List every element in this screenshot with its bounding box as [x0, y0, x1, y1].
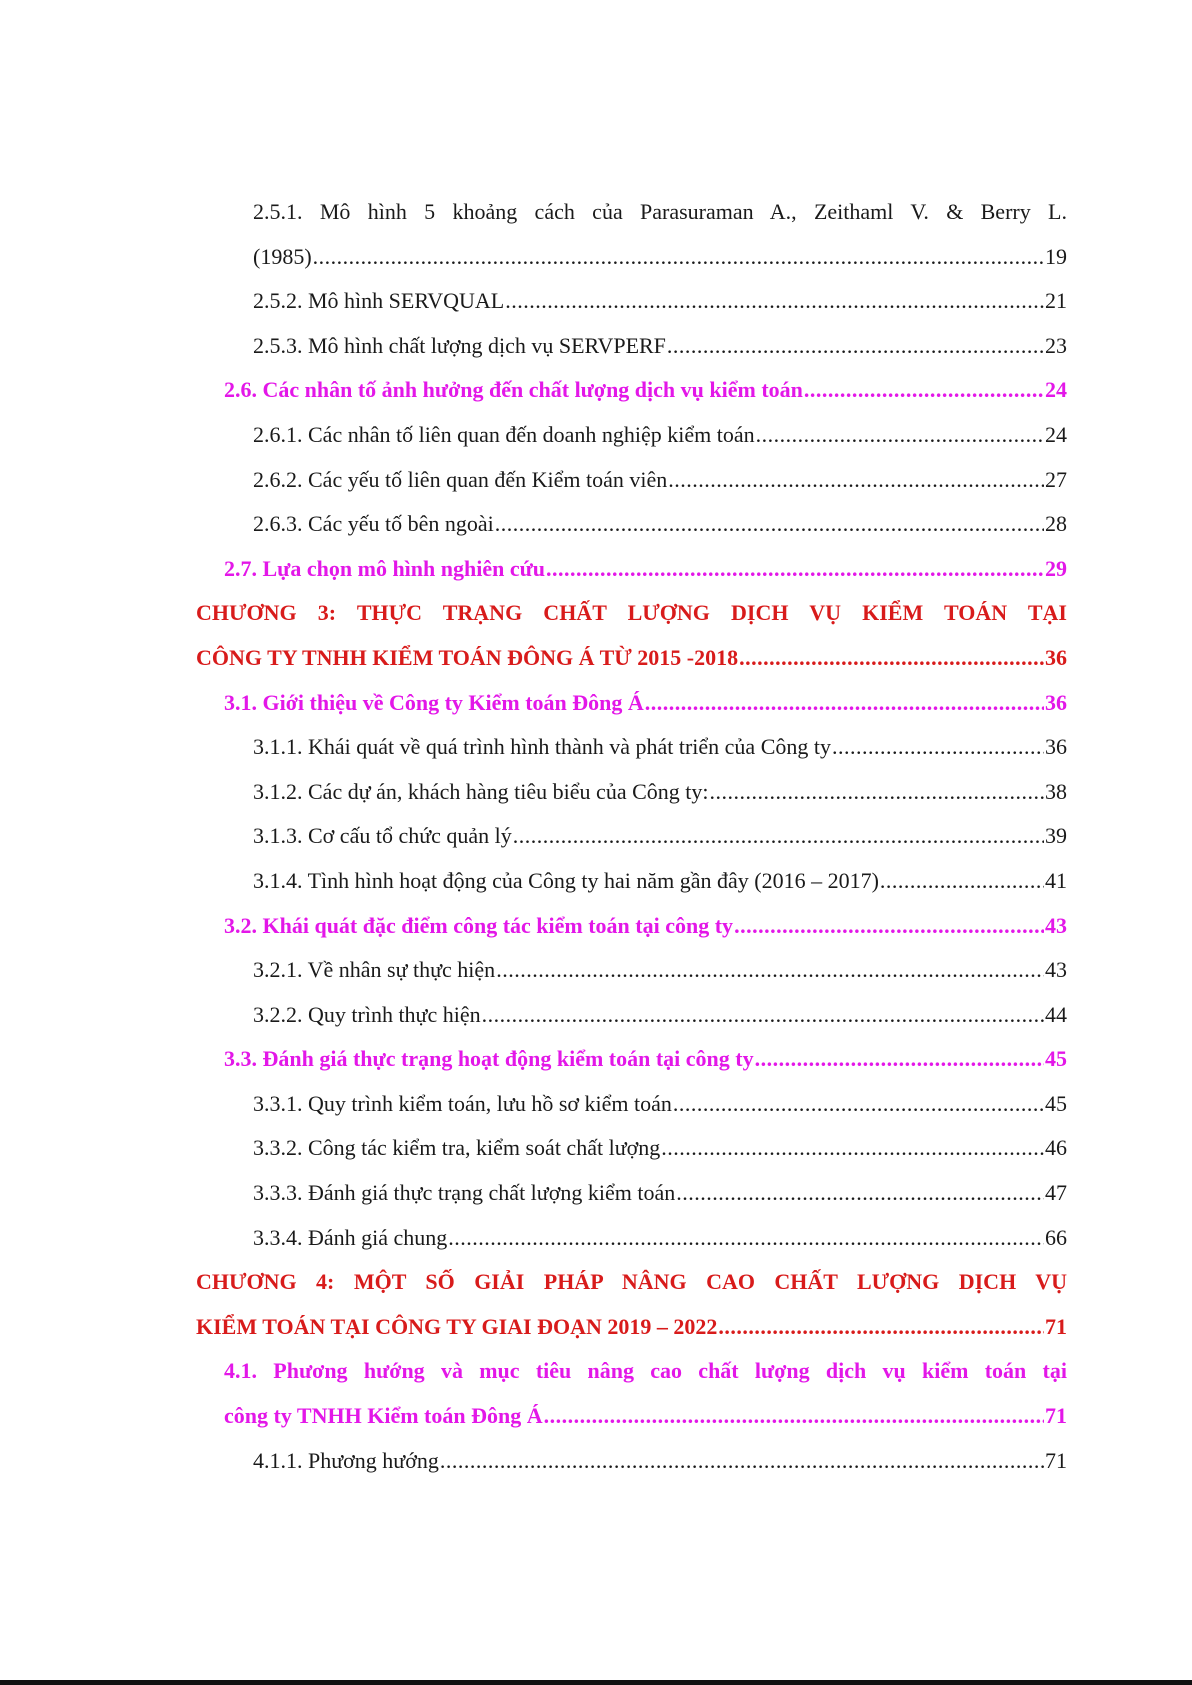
- toc-dot-leader: [505, 279, 1044, 324]
- toc-entry-title: 3.3.3. Đánh giá thực trạng chất lượng kiểm toán: [253, 1180, 676, 1206]
- toc-entry[interactable]: [0, 1439, 1192, 1484]
- toc-dot-leader: [544, 1394, 1044, 1439]
- toc-entry[interactable]: [0, 993, 1192, 1038]
- toc-dot-leader: [734, 904, 1044, 949]
- toc-entry[interactable]: [0, 458, 1192, 503]
- toc-dot-leader: [709, 770, 1044, 815]
- toc-page-number: 45: [1045, 1046, 1067, 1072]
- toc-page-number: 36: [1045, 734, 1067, 760]
- toc-entry-title: 2.5.3. Mô hình chất lượng dịch vụ SERVPERF: [253, 332, 666, 358]
- toc-dot-leader: [668, 458, 1044, 503]
- toc-entry-wrapped-line: [0, 1260, 1192, 1305]
- toc-entry-title: 2.5.2. Mô hình SERVQUAL: [253, 288, 505, 314]
- toc-entry[interactable]: [0, 948, 1192, 993]
- toc-dot-leader: [832, 725, 1044, 770]
- toc-dot-leader: [804, 368, 1044, 413]
- toc-entry[interactable]: [0, 1171, 1192, 1216]
- toc-page-number: 71: [1045, 1447, 1067, 1473]
- toc-entry[interactable]: [0, 1082, 1192, 1127]
- toc-page-number: 39: [1045, 823, 1067, 849]
- toc-entry[interactable]: [0, 725, 1192, 770]
- toc-entry[interactable]: [0, 502, 1192, 547]
- toc-page-number: 47: [1045, 1180, 1067, 1206]
- toc-dot-leader: [673, 1082, 1044, 1127]
- toc-dot-leader: [718, 1305, 1044, 1350]
- toc-entry-title: 3.1.2. Các dự án, khách hàng tiêu biểu của Công ty:: [253, 778, 709, 804]
- toc-entry-title: 2.6. Các nhân tố ảnh hưởng đến chất lượng dịch vụ kiểm toán: [224, 377, 803, 403]
- toc-entry[interactable]: [0, 1216, 1192, 1261]
- toc-entry[interactable]: [0, 636, 1192, 681]
- toc-entry-title: 2.6.3. Các yếu tố bên ngoài: [253, 511, 494, 537]
- toc-entry-title-part: CHƯƠNG 3: THỰC TRẠNG CHẤT LƯỢNG DỊCH VỤ KIỂM TOÁN TẠI: [196, 600, 1067, 626]
- toc-dot-leader: [495, 502, 1044, 547]
- toc-page-number: 36: [1045, 644, 1067, 670]
- toc-entry-title: 2.6.1. Các nhân tố liên quan đến doanh nghiệp kiểm toán: [253, 421, 755, 447]
- toc-dot-leader: [739, 636, 1044, 681]
- toc-page-number: 23: [1045, 332, 1067, 358]
- toc-dot-leader: [756, 413, 1044, 458]
- toc-page-number: 24: [1045, 421, 1067, 447]
- toc-entry-title: 3.1.3. Cơ cấu tổ chức quản lý: [253, 823, 512, 849]
- toc-entry[interactable]: [0, 1037, 1192, 1082]
- toc-page-number: 41: [1045, 867, 1067, 893]
- toc-entry[interactable]: [0, 324, 1192, 369]
- toc-entry[interactable]: [0, 368, 1192, 413]
- toc-dot-leader: [661, 1126, 1044, 1171]
- toc-page-number: 71: [1045, 1403, 1067, 1429]
- toc-dot-leader: [667, 324, 1044, 369]
- toc-page-number: 21: [1045, 288, 1067, 314]
- toc-page-number: 45: [1045, 1090, 1067, 1116]
- toc-entry-title: công ty TNHH Kiểm toán Đông Á: [224, 1403, 543, 1429]
- toc-dot-leader: [880, 859, 1044, 904]
- toc-page-number: 46: [1045, 1135, 1067, 1161]
- toc-entry-title: KIỂM TOÁN TẠI CÔNG TY GIAI ĐOẠN 2019 – 2022: [196, 1313, 718, 1339]
- toc-entry[interactable]: [0, 904, 1192, 949]
- toc-entry-wrapped-line: [0, 1349, 1192, 1394]
- toc-entry-title-part: 4.1. Phương hướng và mục tiêu nâng cao chất lượng dịch vụ kiểm toán tại: [224, 1358, 1067, 1384]
- toc-dot-leader: [676, 1171, 1044, 1216]
- toc-page-number: 44: [1045, 1001, 1067, 1027]
- toc-entry-title: 3.1.1. Khái quát về quá trình hình thành và phát triển của Công ty: [253, 734, 831, 760]
- toc-entry[interactable]: [0, 279, 1192, 324]
- toc-page-number: 28: [1045, 511, 1067, 537]
- toc-page-number: 29: [1045, 555, 1067, 581]
- toc-entry-wrapped-line: [0, 591, 1192, 636]
- toc-dot-leader: [313, 235, 1044, 280]
- toc-entry-title: 3.1.4. Tình hình hoạt động của Công ty hai năm gần đây (2016 – 2017): [253, 867, 879, 893]
- toc-page-number: 38: [1045, 778, 1067, 804]
- table-of-contents: [0, 190, 1192, 1483]
- page-bottom-rule: [0, 1680, 1192, 1685]
- toc-dot-leader: [440, 1439, 1044, 1484]
- toc-entry[interactable]: [0, 413, 1192, 458]
- toc-dot-leader: [448, 1216, 1044, 1261]
- toc-entry[interactable]: [0, 235, 1192, 280]
- toc-page-number: 71: [1045, 1313, 1067, 1339]
- toc-page-number: 43: [1045, 912, 1067, 938]
- toc-entry[interactable]: [0, 1305, 1192, 1350]
- toc-dot-leader: [755, 1037, 1044, 1082]
- toc-entry[interactable]: [0, 547, 1192, 592]
- toc-page-number: 19: [1045, 243, 1067, 269]
- toc-page-number: 24: [1045, 377, 1067, 403]
- toc-entry-title: 3.2.2. Quy trình thực hiện: [253, 1001, 481, 1027]
- toc-page-number: 66: [1045, 1224, 1067, 1250]
- toc-entry[interactable]: [0, 1394, 1192, 1439]
- toc-entry-title: 3.2.1. Về nhân sự thực hiện: [253, 957, 496, 983]
- toc-entry-title: 3.2. Khái quát đặc điểm công tác kiểm toán tại công ty: [224, 912, 734, 938]
- toc-dot-leader: [645, 681, 1044, 726]
- toc-entry-title: 3.3. Đánh giá thực trạng hoạt động kiểm toán tại công ty: [224, 1046, 754, 1072]
- toc-dot-leader: [496, 948, 1044, 993]
- toc-page-number: 27: [1045, 466, 1067, 492]
- toc-dot-leader: [513, 814, 1044, 859]
- toc-entry-wrapped-line: [0, 190, 1192, 235]
- toc-entry-title: 3.1. Giới thiệu về Công ty Kiểm toán Đông Á: [224, 689, 644, 715]
- toc-entry-title: 3.3.1. Quy trình kiểm toán, lưu hồ sơ kiểm toán: [253, 1090, 672, 1116]
- toc-entry-title-part: CHƯƠNG 4: MỘT SỐ GIẢI PHÁP NÂNG CAO CHẤT LƯỢNG DỊCH VỤ: [196, 1269, 1067, 1295]
- toc-entry-title: 2.7. Lựa chọn mô hình nghiên cứu: [224, 555, 546, 581]
- toc-entry[interactable]: [0, 1126, 1192, 1171]
- toc-page-number: 36: [1045, 689, 1067, 715]
- toc-page-number: 43: [1045, 957, 1067, 983]
- toc-entry[interactable]: [0, 814, 1192, 859]
- toc-entry-title: (1985): [253, 243, 312, 269]
- toc-entry-title: CÔNG TY TNHH KIỂM TOÁN ĐÔNG Á TỪ 2015 -2018: [196, 644, 739, 670]
- toc-entry-title-part: 2.5.1. Mô hình 5 khoảng cách của Parasuraman A., Zeithaml V. & Berry L.: [253, 199, 1067, 224]
- toc-entry-title: 3.3.2. Công tác kiểm tra, kiểm soát chất lượng: [253, 1135, 661, 1161]
- toc-entry-title: 3.3.4. Đánh giá chung: [253, 1224, 448, 1250]
- toc-entry[interactable]: [0, 681, 1192, 726]
- toc-dot-leader: [482, 993, 1044, 1038]
- toc-entry-title: 2.6.2. Các yếu tố liên quan đến Kiểm toán viên: [253, 466, 668, 492]
- toc-entry-title: 4.1.1. Phương hướng: [253, 1447, 439, 1473]
- toc-dot-leader: [546, 547, 1044, 592]
- toc-entry[interactable]: [0, 770, 1192, 815]
- toc-entry[interactable]: [0, 859, 1192, 904]
